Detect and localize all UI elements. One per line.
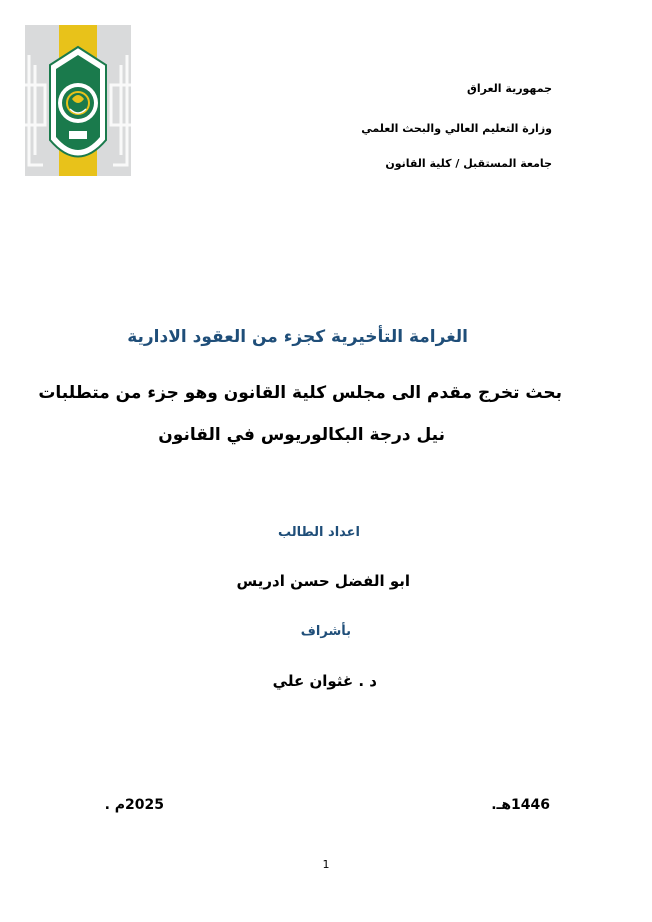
- student-label: اعداد الطالب: [277, 525, 360, 540]
- gregorian-date: 2025م .: [104, 797, 164, 813]
- university-logo: [25, 25, 131, 176]
- research-title: الغرامة التأخيرية كجزء من العقود الادارية: [127, 327, 468, 347]
- student-name: ابو الفضل حسن ادريس: [236, 572, 410, 590]
- header-country: جمهورية العراق: [467, 82, 552, 95]
- subtitle-line-1: بحث تخرج مقدم الى مجلس كلية القانون وهو جزء من متطلبات: [38, 383, 562, 403]
- header-university: جامعة المستقبل / كلية القانون: [385, 157, 552, 170]
- supervisor-name: د . غثوان علي: [272, 672, 377, 690]
- subtitle-line-2: نيل درجة البكالوريوس في القانون: [158, 425, 445, 445]
- hijri-date: 1446هـ.: [491, 797, 550, 813]
- supervisor-label: بأشراف: [300, 624, 351, 639]
- page-number: 1: [322, 858, 330, 871]
- header-ministry: وزارة التعليم العالي والبحث العلمي: [361, 122, 552, 135]
- university-emblem-icon: [25, 25, 131, 176]
